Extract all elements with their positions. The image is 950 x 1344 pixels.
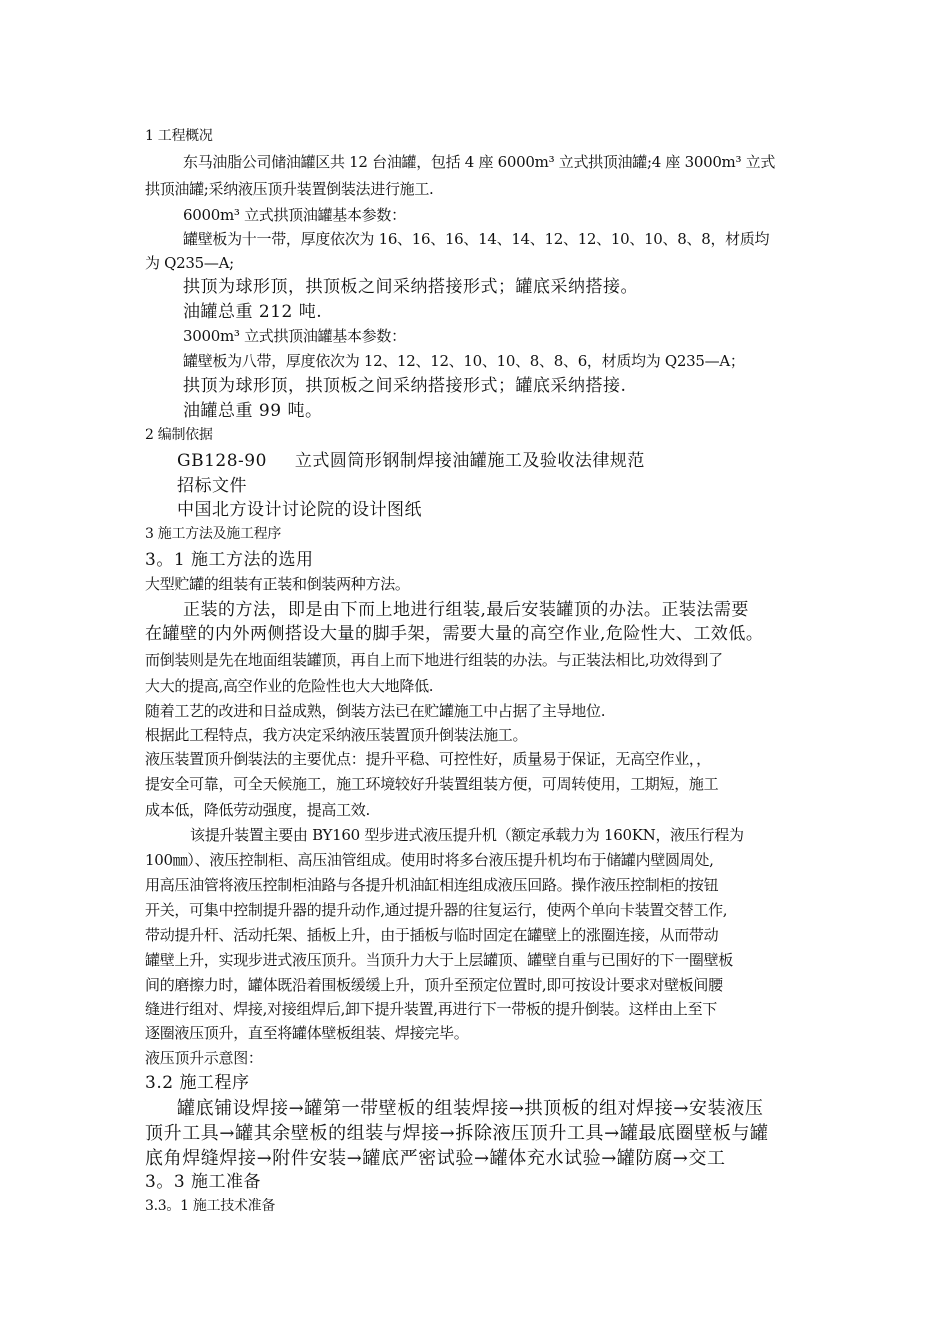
device-paragraph-line: 带动提升杆、活动托架、插板上升，由于插板与临时固定在罐壁上的涨圈连接，从而带动	[145, 926, 719, 944]
device-paragraph-line: 用高压油管将液压控制柜油路与各提升机油缸相连组成液压回路。操作液压控制柜的按钮	[145, 876, 719, 894]
tank-3000-roof-line: 拱顶为球形顶，拱顶板之间采纳搭接形式；罐底采纳搭接.	[183, 376, 627, 396]
procedure-sequence-line: 顶升工具→罐其余壁板的组装与焊接→拆除液压顶升工具→罐最底圈壁板与罐	[145, 1123, 769, 1144]
tank-3000-params-title: 3000m³ 立式拱顶油罐基本参数：	[183, 327, 406, 345]
reference-code: GB128-90	[177, 451, 267, 471]
diagram-caption: 液压顶升示意图：	[145, 1049, 263, 1067]
reference-tender: 招标文件	[177, 476, 247, 496]
tank-3000-wall-line: 罐壁板为八带，厚度依次为 12、12、12、10、10、8、8、6，材质均为 Q235—A；	[183, 352, 745, 370]
overview-paragraph-line: 拱顶油罐;采纳液压顶升装置倒装法进行施工.	[145, 180, 434, 198]
reference-drawings: 中国北方设计讨论院的设计图纸	[177, 500, 422, 520]
reference-title: 立式圆筒形钢制焊接油罐施工及验收法律规范	[294, 451, 645, 471]
section-1-heading: 1 工程概况	[145, 128, 213, 144]
procedure-sequence-line: 罐底铺设焊接→罐第一带壁板的组装焊接→拱顶板的组对焊接→安装液压	[177, 1098, 764, 1119]
advantages-paragraph-line: 提安全可靠，可全天候施工，施工环境较好升装置组装方便，可周转使用，工期短，施工	[145, 775, 719, 793]
device-paragraph-line: 间的磨擦力时，罐体既沿着围板缓缓上升，顶升至预定位置时,即可按设计要求对壁板间腰	[145, 976, 723, 994]
tank-6000-weight-line: 油罐总重 212 吨.	[183, 302, 323, 322]
tank-6000-params-title: 6000m³ 立式拱顶油罐基本参数：	[183, 206, 406, 224]
method-paragraph-line: 根据此工程特点，我方决定采纳液压装置顶升倒装法施工。	[145, 726, 528, 744]
method-paragraph-line: 大型贮罐的组装有正装和倒装两种方法。	[145, 575, 410, 593]
section-3-3-1-heading: 3.3。1 施工技术准备	[145, 1198, 276, 1214]
method-paragraph-line: 随着工艺的改进和日益成熟，倒装方法已在贮罐施工中占据了主导地位.	[145, 702, 606, 720]
method-paragraph-line: 大大的提高,高空作业的危险性也大大地降低.	[145, 677, 434, 695]
section-3-1-heading: 3。1 施工方法的选用	[145, 550, 314, 570]
section-3-2-heading: 3.2 施工程序	[145, 1073, 250, 1093]
device-paragraph-line: 该提升装置主要由 BY160 型步进式液压提升机（额定承载力为 160KN，液压行程为	[190, 826, 744, 844]
device-paragraph-line: 罐壁上升，实现步进式液压顶升。当顶升力大于上层罐顶、罐壁自重与已围好的下一圈壁板	[145, 951, 734, 969]
tank-6000-wall-line: 为 Q235—A;	[145, 254, 234, 272]
device-paragraph-line: 缝进行组对、焊接,对接组焊后,卸下提升装置,再进行下一带板的提升倒装。这样由上至下	[145, 1000, 718, 1018]
device-paragraph-line: 开关，可集中控制提升器的提升动作,通过提升器的往复运行，使两个单向卡装置交替工作,	[145, 901, 728, 919]
device-paragraph-line: 逐圈液压顶升，直至将罐体壁板组装、焊接完毕。	[145, 1024, 469, 1042]
reference-standard	[177, 451, 842, 472]
tank-6000-roof-line: 拱顶为球形顶，拱顶板之间采纳搭接形式；罐底采纳搭接。	[183, 277, 638, 297]
tank-6000-wall-line: 罐壁板为十一带，厚度依次为 16、16、16、14、14、12、12、10、10、8、8，材质均	[183, 230, 770, 248]
overview-paragraph-line: 东马油脂公司储油罐区共 12 台油罐，包括 4 座 6000m³ 立式拱顶油罐;4 座 3000m³ 立式	[183, 153, 776, 171]
procedure-sequence-line: 底角焊缝焊接→附件安装→罐底严密试验→罐体充水试验→罐防腐→交工	[145, 1148, 726, 1169]
method-paragraph-line: 而倒装则是先在地面组装罐顶，再自上而下地进行组装的办法。与正装法相比,功效得到了	[145, 651, 723, 669]
method-paragraph-line: 正装的方法，即是由下而上地进行组装,最后安装罐顶的办法。正装法需要	[183, 600, 749, 620]
device-paragraph-line: 100㎜）、液压控制柜、高压油管组成。使用时将多台液压提升机均布于储罐内壁圆周处,	[145, 851, 714, 869]
advantages-paragraph-line: 液压装置顶升倒装法的主要优点：提升平稳、可控性好，质量易于保证，无高空作业，，	[145, 750, 711, 768]
section-3-heading: 3 施工方法及施工程序	[145, 526, 282, 542]
method-paragraph-line: 在罐壁的内外两侧搭设大量的脚手架，需要大量的高空作业,危险性大、工效低。	[145, 624, 764, 644]
section-3-3-heading: 3。3 施工准备	[145, 1172, 262, 1192]
section-2-heading: 2 编制依据	[145, 427, 213, 443]
advantages-paragraph-line: 成本低，降低劳动强度，提高工效.	[145, 801, 370, 819]
tank-3000-weight-line: 油罐总重 99 吨。	[183, 401, 323, 421]
